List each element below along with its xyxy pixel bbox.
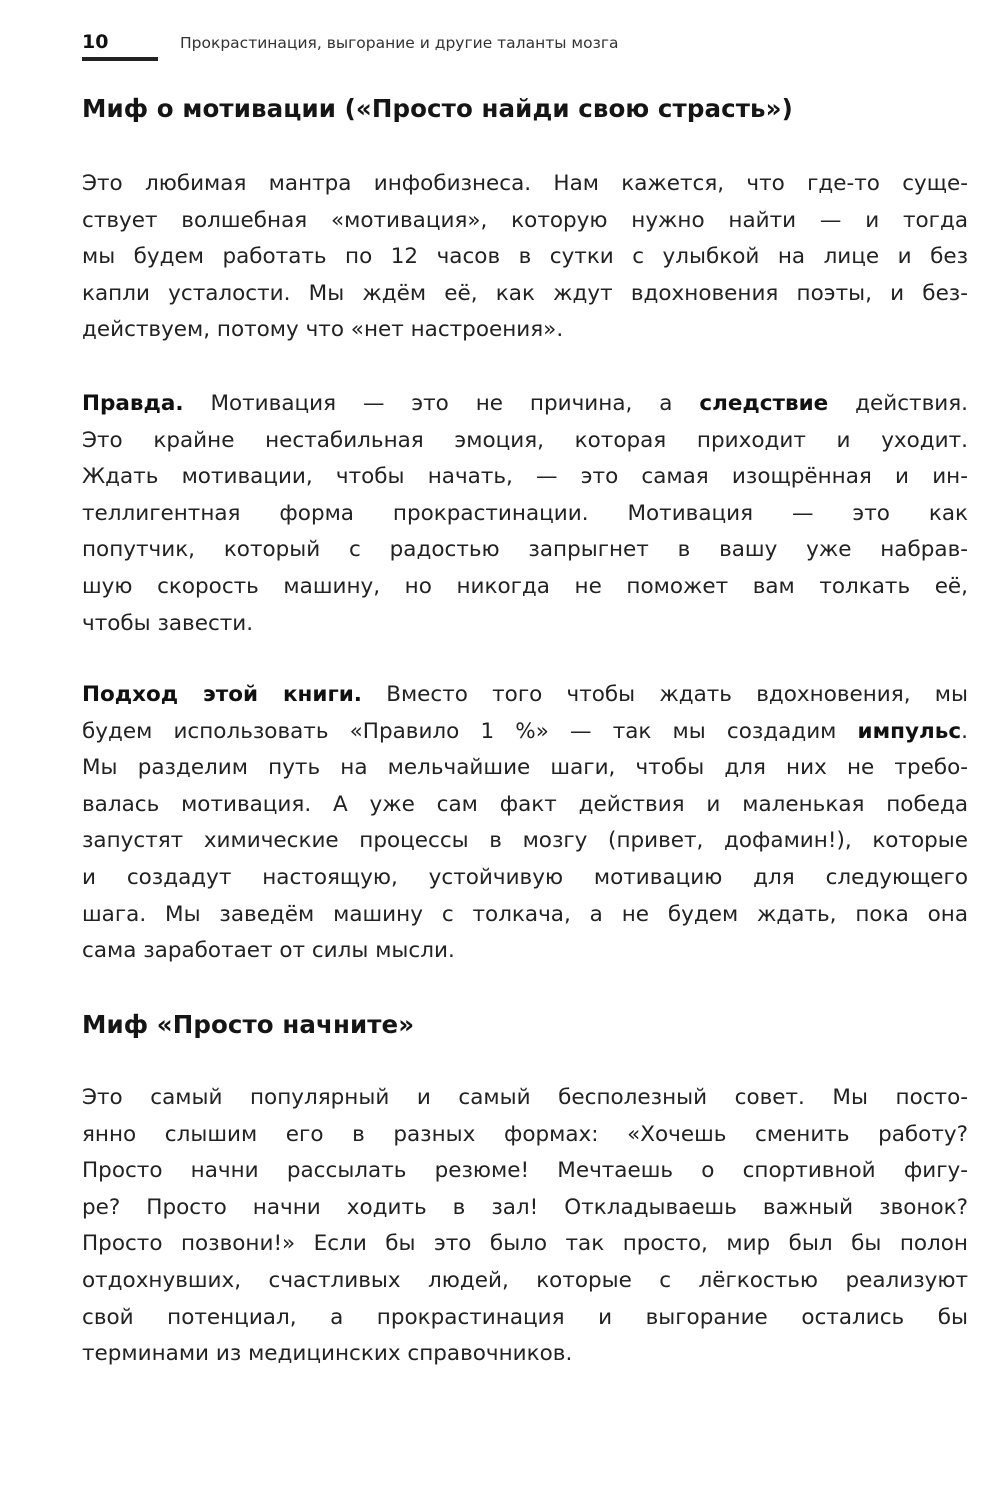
text-line: Просто позвони!» Если бы это было так просто, мир был бы полон — [82, 1231, 968, 1257]
text-line: терминами из медицинских справочников. — [82, 1341, 573, 1367]
text-run: Вместо того чтобы ждать вдохновения, мы — [361, 682, 968, 707]
paragraph-truth — [82, 386, 968, 642]
page-number: 10 — [82, 31, 109, 53]
text-line: Просто начни рассылать резюме! Мечтаешь о спортивной фигу- — [82, 1158, 968, 1184]
paragraph-mantra — [82, 166, 968, 349]
text-line: ре? Просто начни ходить в зал! Откладываешь важный звонок? — [82, 1194, 968, 1220]
text-line — [82, 714, 968, 751]
text-line: сама заработает от силы мысли. — [82, 938, 455, 964]
text-line: теллигентная форма прокрастинации. Мотивация — это как — [82, 500, 968, 526]
text-line: мы будем работать по 12 часов в сутки с улыбкой на лице и без — [82, 244, 968, 270]
text-line: действуем, потому что «нет настроения». — [82, 317, 564, 343]
text-line: Это крайне нестабильная эмоция, которая приходит и уходит. — [82, 427, 968, 453]
lead-truth: Правда. — [82, 391, 184, 416]
text-line: шую скорость машину, но никогда не поможет вам толкать её, — [82, 573, 968, 599]
text-line — [82, 386, 968, 423]
text-run: . — [961, 718, 968, 744]
text-line: попутчик, который с радостью запрыгнет в вашу уже набрав- — [82, 537, 968, 563]
text-line: валась мотивация. А уже сам факт действия и маленькая победа — [82, 791, 968, 817]
text-run: действия. — [828, 391, 968, 416]
paragraph-just-start — [82, 1080, 968, 1373]
lead-book-approach: Подход этой книги. — [82, 682, 362, 707]
text-line: шага. Мы заведём машину с толкача, а не будем ждать, пока она — [82, 901, 968, 927]
paragraph-book-approach — [82, 677, 968, 970]
text-line — [82, 677, 968, 714]
emphasis-consequence: следствие — [699, 391, 829, 416]
text-line: Ждать мотивации, чтобы начать, — это самая изощрённая и ин- — [82, 464, 968, 490]
text-line: Мы разделим путь на мельчайшие шаги, чтобы для них не требо- — [82, 755, 968, 781]
section-heading-just-start-myth: Миф «Просто начните» — [82, 1010, 415, 1039]
running-title: Прокрастинация, выгорание и другие таланты мозга — [180, 34, 619, 52]
text-run: Мотивация — это не причина, а — [183, 391, 700, 416]
page-number-rule — [82, 57, 158, 61]
text-line: ствует волшебная «мотивация», которую нужно найти — и тогда — [82, 207, 968, 233]
text-line: запустят химические процессы в мозгу (привет, дофамин!), которые — [82, 828, 968, 854]
text-line: Это любимая мантра инфобизнеса. Нам кажется, что где-то суще- — [82, 171, 968, 196]
emphasis-impulse: импульс — [857, 718, 962, 744]
section-heading-motivation-myth: Миф о мотивации («Просто найди свою страсть») — [82, 94, 793, 123]
text-line: чтобы завести. — [82, 610, 254, 636]
page-header — [82, 30, 942, 64]
text-run: будем использовать «Правило 1 %» — так мы создадим — [82, 718, 858, 744]
text-line: отдохнувших, счастливых людей, которые с лёгкостью реализуют — [82, 1267, 968, 1293]
text-line: свой потенциал, а прокрастинация и выгорание остались бы — [82, 1304, 968, 1330]
text-line: и создадут настоящую, устойчивую мотивацию для следующего — [82, 864, 968, 890]
text-line: янно слышим его в разных формах: «Хочешь сменить работу? — [82, 1121, 968, 1147]
text-line: капли усталости. Мы ждём её, как ждут вдохновения поэты, и без- — [82, 280, 968, 306]
text-line: Это самый популярный и самый бесполезный совет. Мы посто- — [82, 1085, 968, 1110]
